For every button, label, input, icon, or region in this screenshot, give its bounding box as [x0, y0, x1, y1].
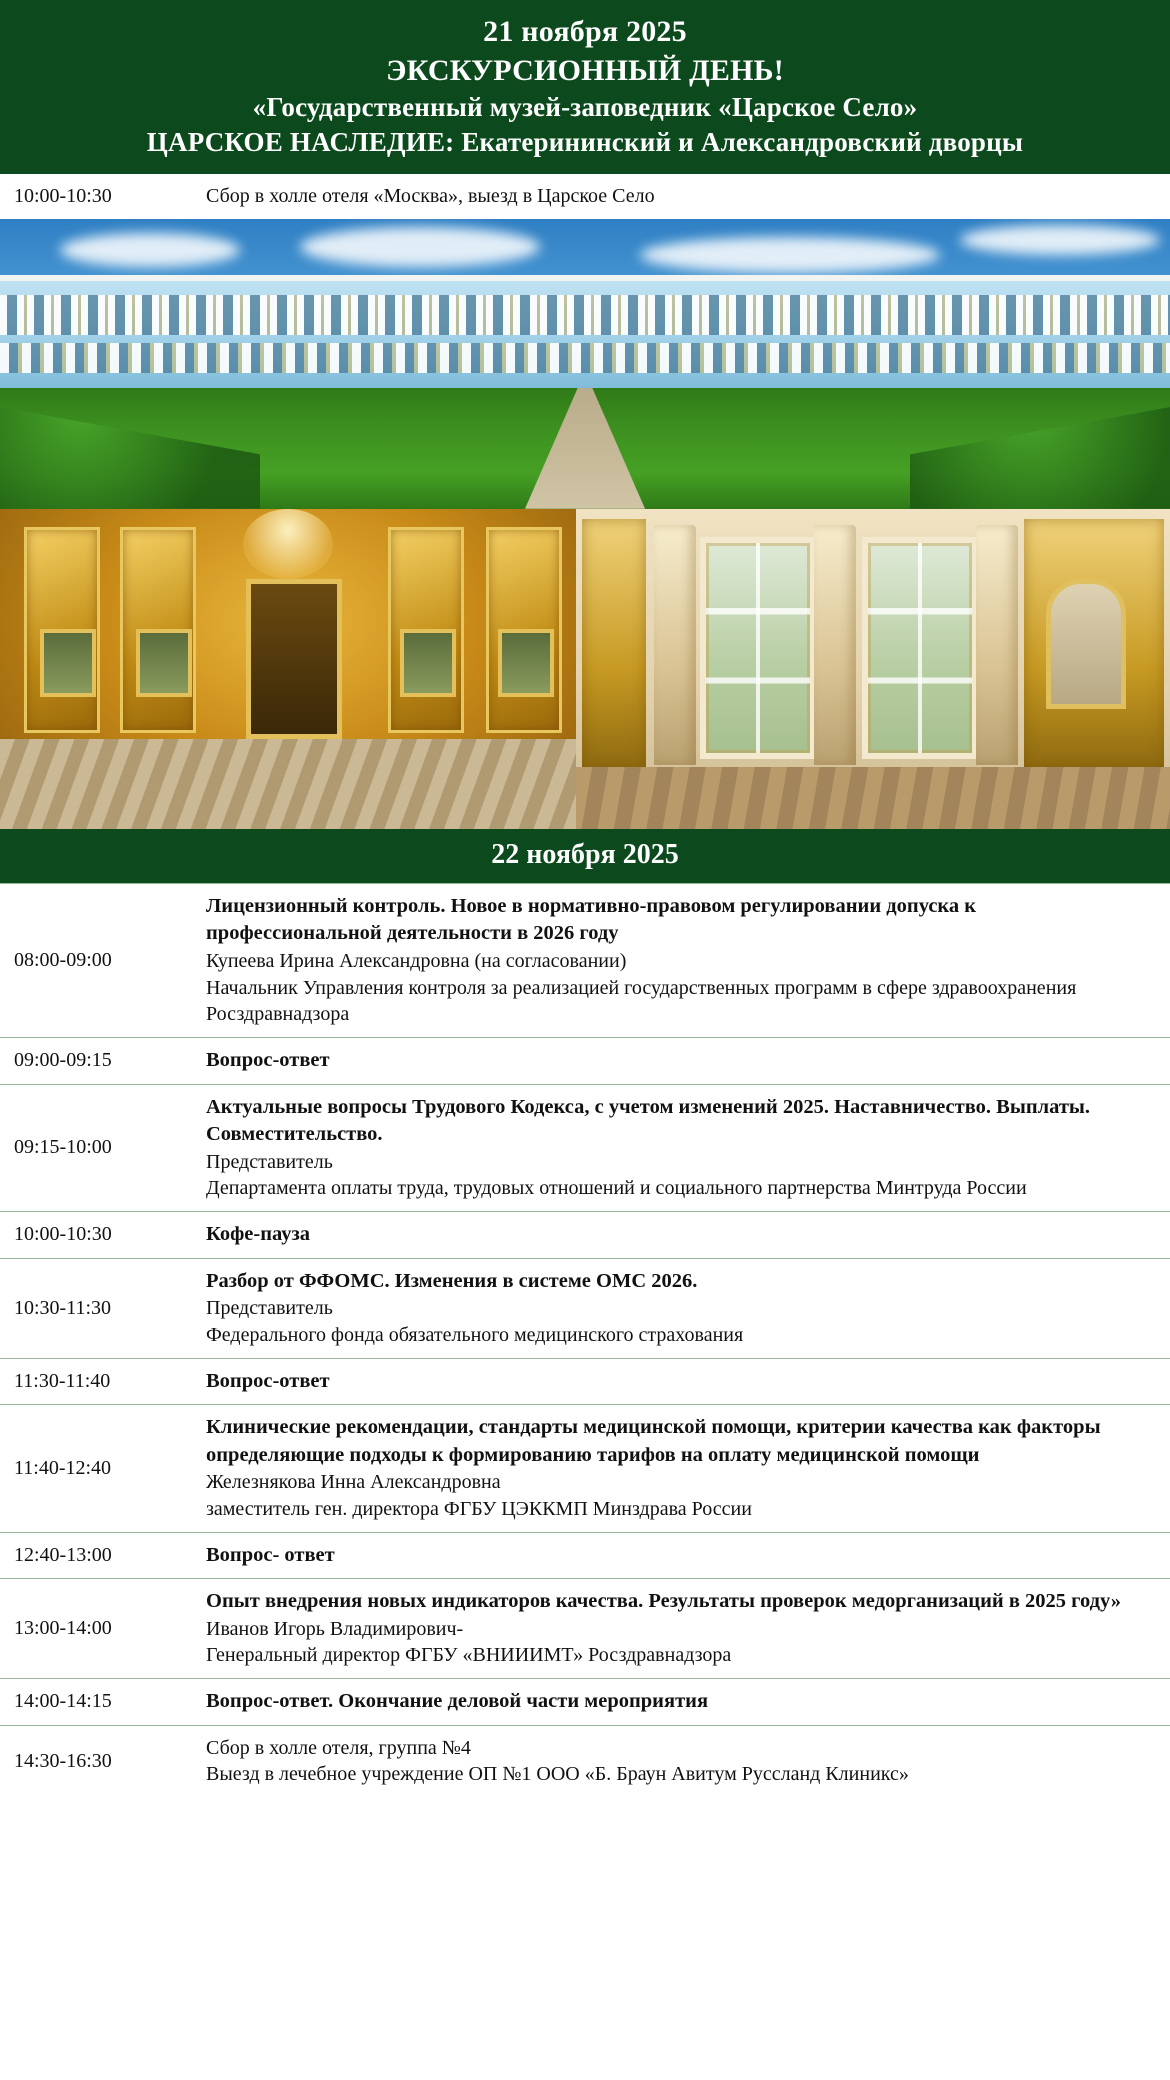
cloud-icon [300, 227, 540, 267]
row-content [196, 1359, 1170, 1404]
gilded-wall [582, 519, 646, 769]
row-time: 08:00-09:00 [14, 948, 112, 971]
row-subline: Сбор в холле отеля «Москва», выезд в Царское Село [206, 185, 655, 208]
row-title: Вопрос-ответ [206, 1369, 330, 1392]
row-subline: Федерального фонда обязательного медицинского страхования [206, 1323, 744, 1346]
row-title: Клинические рекомендации, стандарты медицинской помощи, критерии качества как факторы определяющие подходы к формированию тарифов на оплату медицинской помощи [206, 1416, 1101, 1466]
hall-walls [576, 509, 1170, 829]
palace-exterior-photo [0, 219, 1170, 509]
curtain [976, 525, 1018, 765]
header-banner [0, 0, 1170, 174]
row-content [196, 1726, 1170, 1798]
table-row [0, 1038, 1170, 1084]
header-title: ЭКСКУРСИОННЫЙ ДЕНЬ! [386, 54, 784, 87]
row-content [196, 884, 1170, 1037]
row-subline: Выезд в лечебное учреждение ОП №1 ООО «Б. Браун Авитум Руссланд Клиникс» [206, 1763, 909, 1786]
interior-photo-pair [0, 509, 1170, 829]
row-subline: заместитель ген. директора ФГБУ ЦЭККМП Минздрава России [206, 1497, 752, 1520]
header-subtitle: «Государственный музей-заповедник «Царское Село» [252, 92, 918, 122]
row-content [196, 1533, 1170, 1578]
row-title: Вопрос-ответ. Окончание деловой части мероприятия [206, 1690, 709, 1713]
row-subline: Иванов Игорь Владимирович- [206, 1617, 464, 1640]
window [700, 537, 816, 759]
table-row [0, 1405, 1170, 1533]
table-row [0, 1679, 1170, 1725]
row-subline: Сбор в холле отеля, группа №4 [206, 1736, 471, 1759]
table-row [0, 1579, 1170, 1679]
wall-painting [136, 629, 192, 697]
row-subline: Департамента оплаты труда, трудовых отношений и социального партнерства Минтруда России [206, 1177, 1027, 1200]
table-row [0, 1359, 1170, 1405]
row-content [196, 1579, 1170, 1678]
row-content [196, 1085, 1170, 1212]
row-title: Опыт внедрения новых индикаторов качества. Результаты проверок медорганизаций в 2025 году» [206, 1590, 1121, 1613]
amber-walls [0, 509, 576, 829]
row-content [196, 174, 1170, 219]
row-subline: Генеральный директор ФГБУ «ВНИИИМТ» Росздравнадзора [206, 1644, 732, 1667]
row-content [196, 1212, 1170, 1257]
table-row [0, 1726, 1170, 1798]
chandelier-icon [243, 509, 333, 579]
great-hall-photo [576, 509, 1170, 829]
curtain [654, 525, 696, 765]
day2-banner: 22 ноября 2025 [0, 829, 1170, 883]
row-time: 13:00-14:00 [14, 1617, 112, 1640]
row-title: Вопрос- ответ [206, 1543, 335, 1566]
row-content [196, 1038, 1170, 1083]
palace-building [0, 275, 1170, 394]
header-line4: ЦАРСКОЕ НАСЛЕДИЕ: Екатерининский и Александровский дворцы [146, 127, 1024, 158]
row-time: 09:15-10:00 [14, 1136, 112, 1159]
cloud-icon [960, 225, 1160, 255]
row-time: 12:40-13:00 [14, 1543, 112, 1566]
row-content [196, 1259, 1170, 1358]
table-row [0, 884, 1170, 1038]
row-time: 09:00-09:15 [14, 1049, 112, 1072]
row-content [196, 1405, 1170, 1532]
row-subline: Железнякова Инна Александровна [206, 1471, 501, 1494]
row-time: 11:30-11:40 [14, 1369, 111, 1392]
mirror [1046, 579, 1126, 709]
table-row [0, 1085, 1170, 1213]
row-content [196, 1679, 1170, 1724]
schedule-row-day1 [0, 174, 1170, 219]
wall-painting [40, 629, 96, 697]
row-title: Кофе-пауза [206, 1223, 310, 1246]
row-subline: Представитель [206, 1150, 333, 1173]
header-date: 21 ноября 2025 [483, 15, 687, 48]
row-title: Разбор от ФФОМС. Изменения в системе ОМС 2026. [206, 1269, 698, 1292]
parquet-floor [0, 739, 576, 829]
row-title: Лицензионный контроль. Новое в нормативно-правовом регулировании допуска к профессиональной деятельности в 2026 году [206, 894, 977, 945]
row-time: 10:00-10:30 [14, 184, 112, 207]
parquet-floor [576, 767, 1170, 829]
row-title: Вопрос-ответ [206, 1049, 330, 1072]
window [862, 537, 978, 759]
row-subline: Купеева Ирина Александровна (на согласовании) [206, 949, 627, 972]
row-subline: Начальник Управления контроля за реализацией государственных программ в сфере здравоохранения Росздравнадзора [206, 976, 1077, 1026]
table-row [0, 1259, 1170, 1359]
cloud-icon [640, 237, 940, 273]
amber-room-photo [0, 509, 576, 829]
row-time: 14:30-16:30 [14, 1749, 112, 1772]
curtain [814, 525, 856, 765]
row-title: Актуальные вопросы Трудового Кодекса, с учетом изменений 2025. Наставничество. Выплаты. Совместительство. [206, 1095, 1091, 1146]
row-time: 14:00-14:15 [14, 1690, 112, 1713]
table-row [0, 1533, 1170, 1579]
day2-agenda [0, 883, 1170, 1797]
row-time: 11:40-12:40 [14, 1456, 112, 1479]
wall-painting [400, 629, 456, 697]
wall-painting [498, 629, 554, 697]
cloud-icon [60, 233, 240, 267]
amber-door [246, 579, 342, 739]
row-time: 10:00-10:30 [14, 1223, 112, 1246]
row-subline: Представитель [206, 1297, 333, 1320]
table-row [0, 1212, 1170, 1258]
row-time: 10:30-11:30 [14, 1296, 112, 1319]
